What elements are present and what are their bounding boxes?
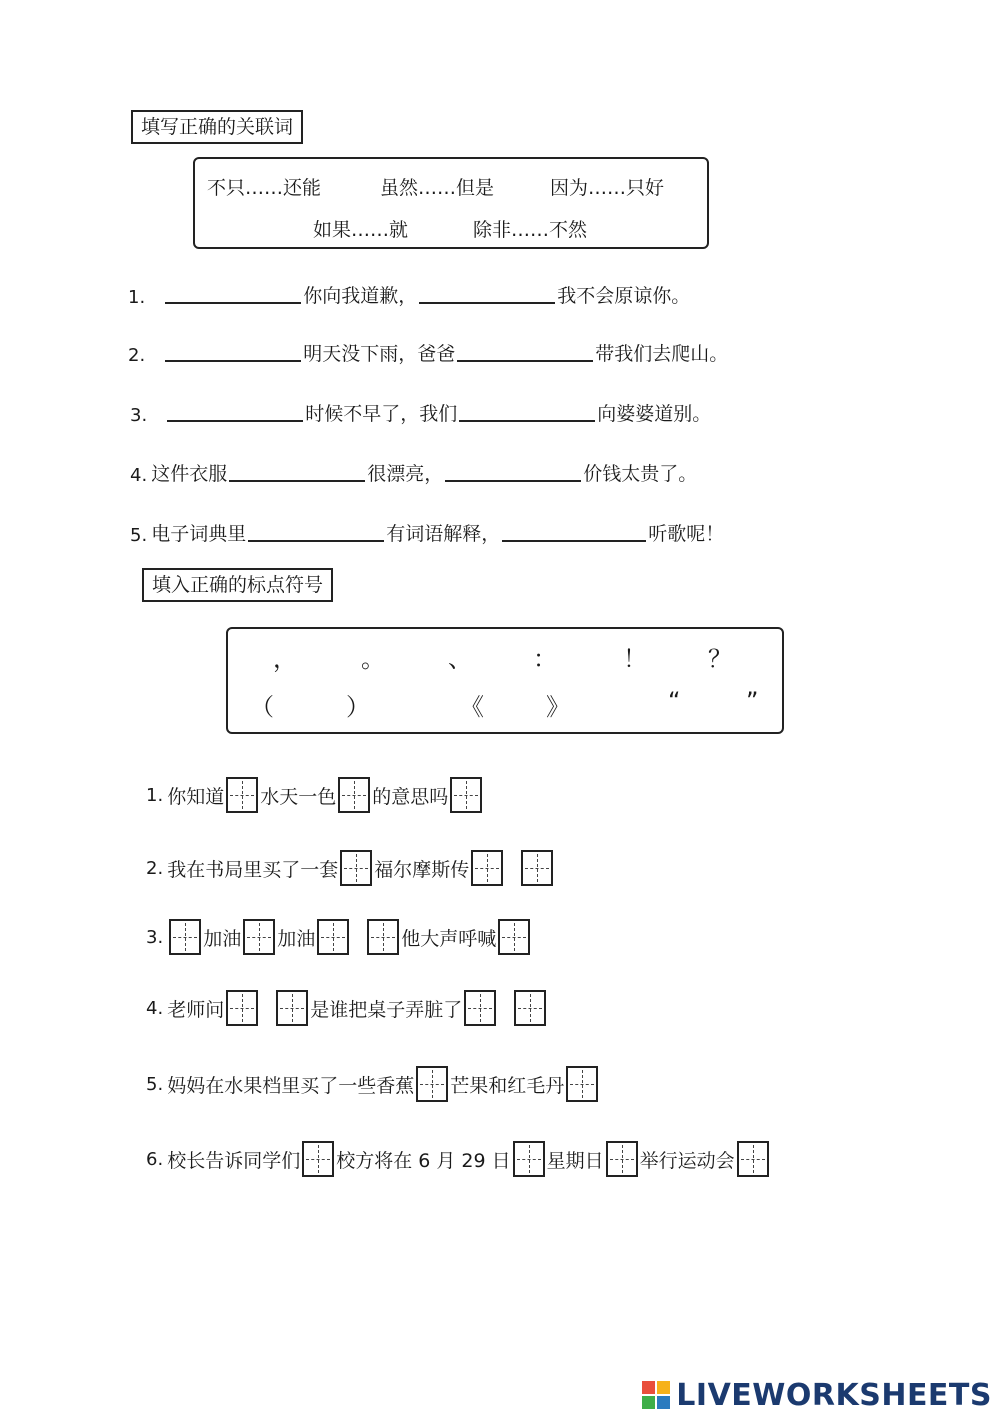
answer-box[interactable] — [498, 919, 530, 955]
punctuation-question-4 — [146, 989, 548, 1027]
answer-blank[interactable] — [165, 302, 301, 304]
question-text: 是谁把桌子弄脏了 — [310, 998, 463, 1021]
question-text: 加油 — [277, 927, 316, 950]
punctuation-question-2 — [146, 849, 555, 887]
answer-blank[interactable] — [248, 540, 384, 542]
answer-blank[interactable] — [445, 480, 581, 482]
answer-box[interactable] — [566, 1066, 598, 1102]
punctuation-question-1 — [146, 776, 484, 814]
answer-blank[interactable] — [167, 420, 303, 422]
question-text: 电子词典里 — [151, 523, 247, 545]
question-text: 水天一色 — [260, 785, 337, 808]
liveworksheets-logo — [642, 1378, 992, 1413]
answer-box[interactable] — [513, 1141, 545, 1177]
conjunction-word-bank — [193, 157, 709, 249]
word-option: 除非……不然 — [473, 219, 588, 241]
brand-name: LIVEWORKSHEETS — [676, 1378, 992, 1413]
question-text: 加油 — [203, 927, 242, 950]
answer-box[interactable] — [737, 1141, 769, 1177]
punctuation-mark: （ — [250, 693, 274, 721]
question-number: 1. — [146, 784, 164, 806]
punctuation-mark: ？ — [708, 645, 732, 673]
question-number: 5. — [130, 525, 148, 546]
conjunction-question-2 — [128, 328, 728, 366]
question-text: 带我们去爬山。 — [595, 343, 729, 365]
punctuation-mark: 《 — [460, 693, 484, 721]
punctuation-question-3 — [146, 918, 532, 956]
punctuation-question-6 — [146, 1140, 771, 1178]
punctuation-mark: 、 — [448, 645, 472, 673]
question-text: 向婆婆道别。 — [597, 403, 712, 425]
question-text: 举行运动会 — [639, 1149, 735, 1172]
answer-box[interactable] — [338, 777, 370, 813]
punctuation-question-5 — [146, 1065, 600, 1103]
punctuation-mark: ： — [533, 645, 557, 673]
answer-blank[interactable] — [459, 420, 595, 422]
answer-blank[interactable] — [229, 480, 365, 482]
question-number: 4. — [130, 465, 148, 486]
answer-box[interactable] — [521, 850, 553, 886]
question-text: 这件衣服 — [151, 463, 228, 485]
punctuation-mark: 》 — [546, 693, 570, 721]
word-option: 不只……还能 — [207, 177, 322, 199]
conjunction-question-3 — [130, 388, 711, 426]
question-text: 你知道 — [167, 785, 225, 808]
question-number: 1. — [128, 287, 146, 308]
answer-box[interactable] — [226, 777, 258, 813]
section-title-conjunctions: 填写正确的关联词 — [131, 110, 303, 144]
word-option: 虽然……但是 — [380, 177, 495, 199]
answer-box[interactable] — [464, 990, 496, 1026]
question-text: 校长告诉同学们 — [167, 1149, 301, 1172]
question-text: 我不会原谅你。 — [557, 285, 691, 307]
word-option: 因为……只好 — [550, 177, 665, 199]
conjunction-question-4 — [130, 448, 697, 486]
question-number: 3. — [146, 926, 164, 948]
answer-blank[interactable] — [419, 302, 555, 304]
answer-box[interactable] — [317, 919, 349, 955]
word-option: 如果……就 — [313, 219, 409, 241]
question-text: 星期日 — [546, 1149, 604, 1172]
conjunction-question-1 — [128, 270, 690, 308]
question-text: 明天没下雨，爸爸 — [303, 343, 456, 365]
punctuation-mark: ， — [273, 645, 297, 673]
question-text: 你向我道歉， — [303, 285, 418, 307]
question-text: 有词语解释， — [386, 523, 501, 545]
question-number: 2. — [146, 857, 164, 879]
question-number: 2. — [128, 345, 146, 366]
question-number: 4. — [146, 997, 164, 1019]
answer-box[interactable] — [450, 777, 482, 813]
answer-blank[interactable] — [502, 540, 646, 542]
question-number: 5. — [146, 1073, 164, 1095]
punctuation-mark: ” — [746, 687, 759, 715]
answer-box[interactable] — [302, 1141, 334, 1177]
answer-box[interactable] — [367, 919, 399, 955]
question-text: 的意思吗 — [372, 785, 449, 808]
answer-box[interactable] — [169, 919, 201, 955]
conjunction-question-5 — [130, 508, 724, 546]
answer-box[interactable] — [340, 850, 372, 886]
punctuation-mark: 。 — [361, 645, 385, 673]
question-text: 我在书局里买了一套 — [167, 858, 339, 881]
question-number: 6. — [146, 1148, 164, 1170]
answer-box[interactable] — [243, 919, 275, 955]
answer-box[interactable] — [471, 850, 503, 886]
answer-box[interactable] — [276, 990, 308, 1026]
section-title-punctuation: 填入正确的标点符号 — [142, 568, 333, 602]
answer-box[interactable] — [514, 990, 546, 1026]
punctuation-mark: “ — [668, 687, 681, 715]
question-text: 他大声呼喊 — [401, 927, 497, 950]
answer-box[interactable] — [606, 1141, 638, 1177]
question-text: 价钱太贵了。 — [583, 463, 698, 485]
punctuation-mark: ） — [346, 693, 370, 721]
question-text: 老师问 — [167, 998, 225, 1021]
question-text: 很漂亮， — [367, 463, 444, 485]
punctuation-mark: ！ — [623, 645, 647, 673]
question-text: 芒果和红毛丹 — [450, 1074, 565, 1097]
liveworksheets-logo-icon — [642, 1381, 672, 1411]
answer-blank[interactable] — [165, 360, 301, 362]
question-number: 3. — [130, 405, 148, 426]
question-text: 听歌呢！ — [648, 523, 725, 545]
answer-blank[interactable] — [457, 360, 593, 362]
question-text: 妈妈在水果档里买了一些香蕉 — [167, 1074, 415, 1097]
answer-box[interactable] — [416, 1066, 448, 1102]
question-text: 时候不早了，我们 — [305, 403, 458, 425]
question-text: 福尔摩斯传 — [374, 858, 470, 881]
punctuation-bank — [226, 627, 784, 734]
answer-box[interactable] — [226, 990, 258, 1026]
question-text: 校方将在 6 月 29 日 — [336, 1149, 511, 1172]
